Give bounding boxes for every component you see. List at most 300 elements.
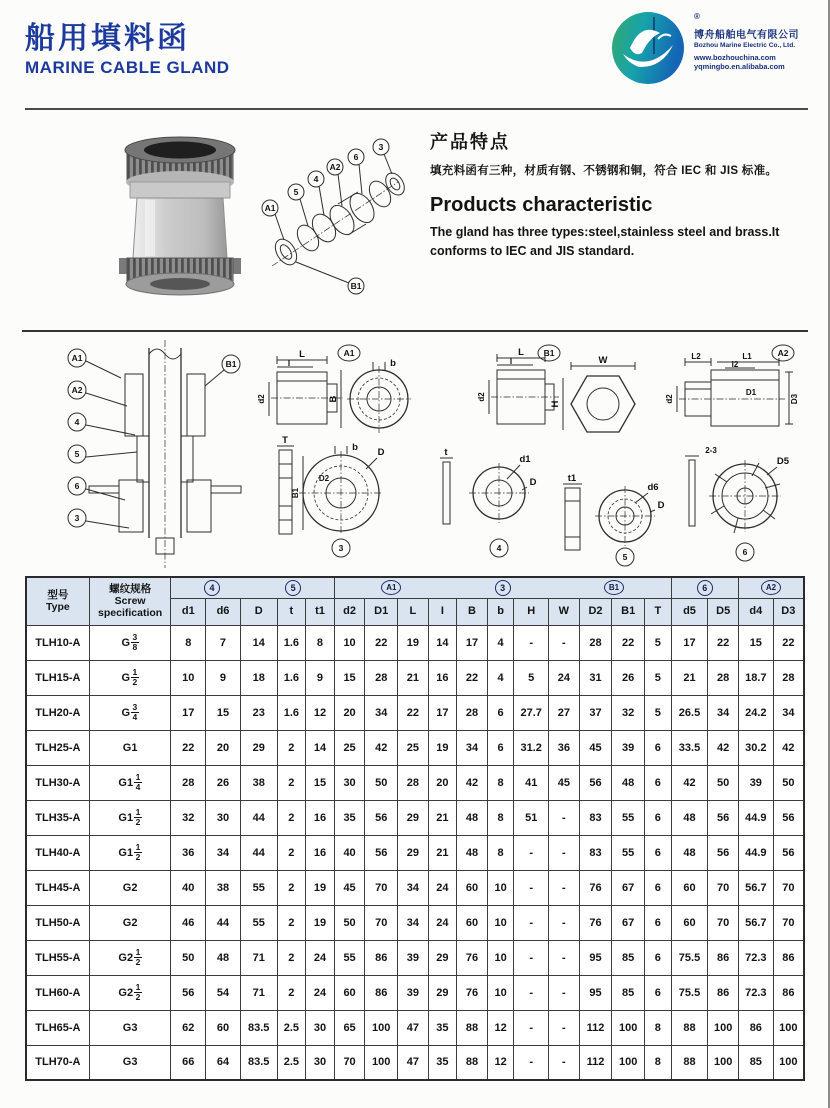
value-cell: - — [514, 975, 549, 1010]
group-tag-a1: A1 — [381, 580, 401, 595]
logo-circle — [612, 12, 684, 84]
value-cell: 100 — [612, 1045, 645, 1080]
value-cell: 45 — [549, 765, 580, 800]
value-cell: 56 — [579, 765, 612, 800]
company-name-chinese: 博舟船舶电气有限公司 — [694, 29, 799, 41]
value-cell: 30 — [306, 1010, 335, 1045]
value-cell: 25 — [398, 730, 429, 765]
value-cell: 30 — [334, 765, 365, 800]
value-cell: 10 — [334, 625, 365, 660]
value-cell: 15 — [738, 625, 773, 660]
col-header-t1: t1 — [306, 598, 335, 625]
part-b1-tag: B1 — [543, 348, 555, 358]
value-cell: 29 — [240, 730, 277, 765]
value-cell: 70 — [708, 870, 739, 905]
value-cell: 85 — [612, 940, 645, 975]
value-cell: 44 — [206, 905, 241, 940]
value-cell: 88 — [671, 1010, 708, 1045]
value-cell: 5 — [644, 695, 671, 730]
type-cell: TLH40-A — [26, 835, 89, 870]
value-cell: 75.5 — [671, 940, 708, 975]
value-cell: 17 — [171, 695, 206, 730]
value-cell: 21 — [398, 660, 429, 695]
brand-text-block — [694, 26, 819, 71]
value-cell: 47 — [398, 1045, 429, 1080]
value-cell: 6 — [644, 975, 671, 1010]
assembly-balloon-4: 4 — [74, 417, 80, 427]
value-cell: 38 — [206, 870, 241, 905]
dim-b1-d2: d2 — [477, 392, 486, 402]
value-cell: 51 — [514, 800, 549, 835]
col-header-W: W — [549, 598, 580, 625]
value-cell: 22 — [365, 625, 398, 660]
value-cell: 60 — [671, 905, 708, 940]
value-cell: 72.3 — [738, 940, 773, 975]
table-row — [26, 765, 804, 800]
dim-p3-b: b — [352, 442, 358, 453]
table-row — [26, 800, 804, 835]
value-cell: 6 — [644, 940, 671, 975]
part-5-tag: 5 — [622, 552, 628, 562]
registered-trademark: ® — [694, 12, 700, 21]
col-header-D5: D5 — [708, 598, 739, 625]
value-cell: 56 — [708, 835, 739, 870]
dim-a2-I2: I2 — [731, 360, 739, 369]
company-logo — [608, 8, 688, 88]
value-cell: - — [549, 800, 580, 835]
value-cell: 5 — [644, 625, 671, 660]
value-cell: 42 — [365, 730, 398, 765]
value-cell: 39 — [398, 940, 429, 975]
value-cell: 100 — [773, 1010, 804, 1045]
value-cell: 1.6 — [277, 660, 306, 695]
type-cell: TLH45-A — [26, 870, 89, 905]
value-cell: 56 — [773, 835, 804, 870]
col-header-t: t — [277, 598, 306, 625]
value-cell: 33.5 — [671, 730, 708, 765]
value-cell: - — [549, 870, 580, 905]
value-cell: 20 — [428, 765, 457, 800]
value-cell: 22 — [708, 625, 739, 660]
type-cell: TLH25-A — [26, 730, 89, 765]
value-cell: 42 — [773, 730, 804, 765]
value-cell: 30 — [206, 800, 241, 835]
value-cell: 5 — [644, 660, 671, 695]
value-cell: 8 — [171, 625, 206, 660]
dim-a2-D3: D3 — [790, 393, 799, 405]
value-cell: 35 — [334, 800, 365, 835]
value-cell: 83 — [579, 800, 612, 835]
features-heading-english: Products characteristic — [430, 194, 653, 216]
group-tag-6: 6 — [697, 580, 713, 596]
group-header-a2 — [738, 577, 804, 598]
type-cell: TLH20-A — [26, 695, 89, 730]
exploded-diagram — [256, 136, 421, 311]
assembly-balloon-3: 3 — [74, 513, 80, 523]
value-cell: 88 — [671, 1045, 708, 1080]
dim-b1-W: W — [598, 355, 608, 366]
table-group-header-row — [26, 577, 804, 598]
col-header-D2: D2 — [579, 598, 612, 625]
value-cell: 45 — [579, 730, 612, 765]
value-cell: 2 — [277, 905, 306, 940]
screw-spec-cell: G 3 4 — [89, 695, 171, 730]
product-photo — [85, 130, 275, 308]
value-cell: 95 — [579, 975, 612, 1010]
dim-b1-I: I — [509, 357, 513, 366]
value-cell: 2 — [277, 870, 306, 905]
value-cell: 45 — [334, 870, 365, 905]
value-cell: 56.7 — [738, 870, 773, 905]
type-cell: TLH50-A — [26, 905, 89, 940]
value-cell: 50 — [773, 765, 804, 800]
col-header-d5: d5 — [671, 598, 708, 625]
group-header-6 — [671, 577, 738, 598]
dim-a1-d2: d2 — [257, 394, 266, 404]
screw-spec-cell: G2 1 2 — [89, 940, 171, 975]
value-cell: 31 — [579, 660, 612, 695]
value-cell: 42 — [671, 765, 708, 800]
features-body-english: The gland has three types:steel,stainless steel and brass.It conforms to IEC and JIS standard. — [430, 225, 780, 259]
value-cell: 88 — [457, 1010, 488, 1045]
value-cell: 6 — [644, 870, 671, 905]
value-cell: 60 — [206, 1010, 241, 1045]
gland-top-hole — [144, 142, 216, 159]
value-cell: 27.7 — [514, 695, 549, 730]
table-row — [26, 660, 804, 695]
col-header-screw-en2: specification — [98, 607, 163, 620]
value-cell: 30 — [306, 1045, 335, 1080]
value-cell: 14 — [240, 625, 277, 660]
col-header-D3: D3 — [773, 598, 804, 625]
screw-spec-cell: G3 — [89, 1045, 171, 1080]
value-cell: 19 — [306, 870, 335, 905]
screw-spec-cell: G 1 2 — [89, 660, 171, 695]
screw-spec-cell: G2 1 2 — [89, 975, 171, 1010]
table-row — [26, 1045, 804, 1080]
value-cell: 28 — [171, 765, 206, 800]
value-cell: 8 — [644, 1010, 671, 1045]
value-cell: 76 — [457, 940, 488, 975]
value-cell: 4 — [487, 660, 514, 695]
value-cell: 44.9 — [738, 835, 773, 870]
assembly-balloon-5: 5 — [74, 449, 80, 459]
value-cell: 42 — [457, 765, 488, 800]
screw-spec-cell: G2 — [89, 870, 171, 905]
value-cell: 34 — [457, 730, 488, 765]
value-cell: 35 — [428, 1010, 457, 1045]
value-cell: 28 — [773, 660, 804, 695]
value-cell: 86 — [708, 940, 739, 975]
table-row — [26, 730, 804, 765]
dim-b1-H: H — [550, 400, 561, 408]
value-cell: 8 — [487, 765, 514, 800]
col-header-D1: D1 — [365, 598, 398, 625]
dim-a2-L1: L1 — [742, 352, 752, 361]
part-a1-view — [257, 345, 411, 433]
value-cell: 100 — [612, 1010, 645, 1045]
value-cell: 8 — [487, 800, 514, 835]
value-cell: 2.5 — [277, 1010, 306, 1045]
header-divider — [25, 108, 808, 110]
assembly-balloon-6: 6 — [74, 481, 80, 491]
value-cell: 100 — [708, 1045, 739, 1080]
gland-highlight — [145, 200, 155, 256]
dim-a1-L: L — [299, 349, 305, 360]
value-cell: 34 — [398, 870, 429, 905]
value-cell: 10 — [487, 940, 514, 975]
value-cell: 83 — [579, 835, 612, 870]
value-cell: 39 — [612, 730, 645, 765]
balloon-6: 6 — [353, 152, 359, 162]
value-cell: 28 — [579, 625, 612, 660]
value-cell: 2.5 — [277, 1045, 306, 1080]
value-cell: 21 — [428, 800, 457, 835]
dim-a1-B: B — [328, 395, 339, 403]
value-cell: 12 — [487, 1045, 514, 1080]
value-cell: 21 — [671, 660, 708, 695]
part-a1-tag: A1 — [343, 348, 355, 358]
col-header-L: L — [398, 598, 429, 625]
value-cell: - — [549, 975, 580, 1010]
value-cell: 112 — [579, 1045, 612, 1080]
value-cell: 71 — [240, 940, 277, 975]
value-cell: - — [514, 940, 549, 975]
value-cell: 50 — [334, 905, 365, 940]
value-cell: - — [549, 1045, 580, 1080]
value-cell: 6 — [644, 905, 671, 940]
value-cell: - — [549, 905, 580, 940]
value-cell: 22 — [398, 695, 429, 730]
dim-p3-D: D — [377, 447, 385, 458]
value-cell: 10 — [171, 660, 206, 695]
value-cell: 56 — [365, 835, 398, 870]
value-cell: 29 — [398, 835, 429, 870]
part-6-view — [685, 446, 790, 561]
col-header-screw — [89, 577, 171, 625]
features-body-chinese: 填充料函有三种，材质有钢、不锈钢和铜，符合 IEC 和 JIS 标准。 — [430, 165, 778, 177]
company-name-english: Bozhou Marine Electric Co., Ltd. — [694, 41, 796, 49]
col-header-D: D — [240, 598, 277, 625]
value-cell: - — [514, 1045, 549, 1080]
dim-b1-L: L — [518, 347, 524, 358]
value-cell: 70 — [365, 905, 398, 940]
value-cell: 16 — [306, 835, 335, 870]
value-cell: 34 — [708, 695, 739, 730]
dim-p5-D: D — [657, 500, 665, 511]
value-cell: 21 — [428, 835, 457, 870]
dim-p5-t1: t1 — [567, 473, 577, 484]
value-cell: 24 — [428, 905, 457, 940]
value-cell: 86 — [365, 940, 398, 975]
value-cell: 2 — [277, 765, 306, 800]
value-cell: 15 — [206, 695, 241, 730]
dim-a1-I: I — [287, 359, 291, 368]
value-cell: 2 — [277, 975, 306, 1010]
value-cell: 9 — [206, 660, 241, 695]
value-cell: 47 — [398, 1010, 429, 1045]
balloon-a2: A2 — [329, 162, 341, 172]
part-3-tag: 3 — [338, 543, 344, 553]
value-cell: 100 — [773, 1045, 804, 1080]
value-cell: 15 — [306, 765, 335, 800]
part-4-tag: 4 — [496, 543, 502, 553]
balloon-b1: B1 — [350, 281, 362, 291]
group-header-a1-3-b1 — [334, 577, 671, 598]
value-cell: 17 — [428, 695, 457, 730]
value-cell: 71 — [240, 975, 277, 1010]
value-cell: 75.5 — [671, 975, 708, 1010]
company-alibaba-site: yqmingbo.en.alibaba.com — [694, 61, 785, 71]
value-cell: 23 — [240, 695, 277, 730]
part-a2-tag: A2 — [777, 348, 789, 358]
value-cell: 29 — [428, 940, 457, 975]
dim-p6-D5: D5 — [776, 456, 790, 467]
gland-hex-band — [130, 182, 230, 198]
value-cell: - — [514, 835, 549, 870]
value-cell: 55 — [612, 835, 645, 870]
value-cell: 36 — [171, 835, 206, 870]
value-cell: 83.5 — [240, 1010, 277, 1045]
value-cell: 62 — [171, 1010, 206, 1045]
value-cell: 60 — [334, 975, 365, 1010]
value-cell: 86 — [773, 975, 804, 1010]
value-cell: 86 — [708, 975, 739, 1010]
dim-a2-d2: d2 — [665, 394, 674, 404]
value-cell: - — [549, 1010, 580, 1045]
section-divider — [22, 330, 808, 332]
col-header-d4: d4 — [738, 598, 773, 625]
part-4-view — [440, 447, 537, 557]
value-cell: 39 — [738, 765, 773, 800]
value-cell: 6 — [487, 730, 514, 765]
value-cell: 24.2 — [738, 695, 773, 730]
value-cell: 28 — [398, 765, 429, 800]
value-cell: 70 — [773, 905, 804, 940]
screw-spec-cell: G1 — [89, 730, 171, 765]
value-cell: 26 — [206, 765, 241, 800]
dim-p3-T: T — [282, 435, 288, 446]
screw-spec-cell: G 3 8 — [89, 625, 171, 660]
value-cell: 34 — [365, 695, 398, 730]
value-cell: 44.9 — [738, 800, 773, 835]
assembly-callouts — [68, 349, 240, 528]
value-cell: 55 — [240, 870, 277, 905]
dim-p3-B1: B1 — [291, 487, 300, 499]
value-cell: 30.2 — [738, 730, 773, 765]
spec-table — [25, 576, 805, 1081]
value-cell: 16 — [306, 800, 335, 835]
dim-a1-b: b — [390, 358, 396, 369]
value-cell: 56 — [365, 800, 398, 835]
balloon-3: 3 — [378, 142, 384, 152]
value-cell: 70 — [365, 870, 398, 905]
table-row — [26, 905, 804, 940]
col-header-type-zh: 型号 — [47, 589, 69, 602]
value-cell: 32 — [612, 695, 645, 730]
part-a2-view — [665, 345, 799, 426]
table-row — [26, 940, 804, 975]
value-cell: 6 — [644, 835, 671, 870]
screw-spec-cell: G1 1 2 — [89, 835, 171, 870]
value-cell: 17 — [671, 625, 708, 660]
assembly-balloon-a1: A1 — [71, 353, 83, 363]
value-cell: 10 — [487, 905, 514, 940]
type-cell: TLH60-A — [26, 975, 89, 1010]
value-cell: 39 — [398, 975, 429, 1010]
value-cell: 48 — [457, 835, 488, 870]
col-header-d6: d6 — [206, 598, 241, 625]
value-cell: 86 — [773, 940, 804, 975]
value-cell: 26.5 — [671, 695, 708, 730]
spec-table-wrapper — [25, 576, 805, 1081]
value-cell: 55 — [240, 905, 277, 940]
value-cell: 60 — [457, 905, 488, 940]
value-cell: 22 — [773, 625, 804, 660]
value-cell: 6 — [487, 695, 514, 730]
dim-a2-L2: L2 — [691, 352, 701, 361]
company-website: www.bozhouchina.com — [694, 52, 776, 62]
value-cell: 40 — [334, 835, 365, 870]
intro-section — [430, 128, 822, 262]
group-header-4-5 — [171, 577, 334, 598]
value-cell: 20 — [334, 695, 365, 730]
value-cell: 44 — [240, 800, 277, 835]
value-cell: 10 — [487, 975, 514, 1010]
value-cell: 41 — [514, 765, 549, 800]
value-cell: 24 — [306, 940, 335, 975]
dim-p5-d6: d6 — [647, 482, 659, 493]
value-cell: 15 — [334, 660, 365, 695]
value-cell: 70 — [334, 1045, 365, 1080]
table-row — [26, 870, 804, 905]
value-cell: 86 — [738, 1010, 773, 1045]
balloon-5: 5 — [293, 187, 299, 197]
value-cell: 19 — [398, 625, 429, 660]
value-cell: 46 — [171, 905, 206, 940]
value-cell: 48 — [457, 800, 488, 835]
value-cell: 1.6 — [277, 695, 306, 730]
group-tag-4: 4 — [204, 580, 220, 596]
value-cell: 48 — [671, 835, 708, 870]
value-cell: 25 — [334, 730, 365, 765]
type-cell: TLH30-A — [26, 765, 89, 800]
value-cell: 29 — [398, 800, 429, 835]
value-cell: 24 — [428, 870, 457, 905]
value-cell: 40 — [171, 870, 206, 905]
col-header-type-en: Type — [46, 601, 70, 614]
value-cell: 10 — [487, 870, 514, 905]
value-cell: 2 — [277, 940, 306, 975]
value-cell: 66 — [171, 1045, 206, 1080]
value-cell: 34 — [773, 695, 804, 730]
value-cell: 50 — [365, 765, 398, 800]
col-header-d2: d2 — [334, 598, 365, 625]
value-cell: 76 — [579, 905, 612, 940]
value-cell: 88 — [457, 1045, 488, 1080]
value-cell: 60 — [671, 870, 708, 905]
value-cell: 48 — [671, 800, 708, 835]
table-row — [26, 625, 804, 660]
group-tag-b1: B1 — [604, 580, 624, 595]
value-cell: 18 — [240, 660, 277, 695]
value-cell: 55 — [334, 940, 365, 975]
value-cell: 56.7 — [738, 905, 773, 940]
value-cell: 67 — [612, 870, 645, 905]
value-cell: 5 — [514, 660, 549, 695]
value-cell: 28 — [365, 660, 398, 695]
value-cell: 65 — [334, 1010, 365, 1045]
